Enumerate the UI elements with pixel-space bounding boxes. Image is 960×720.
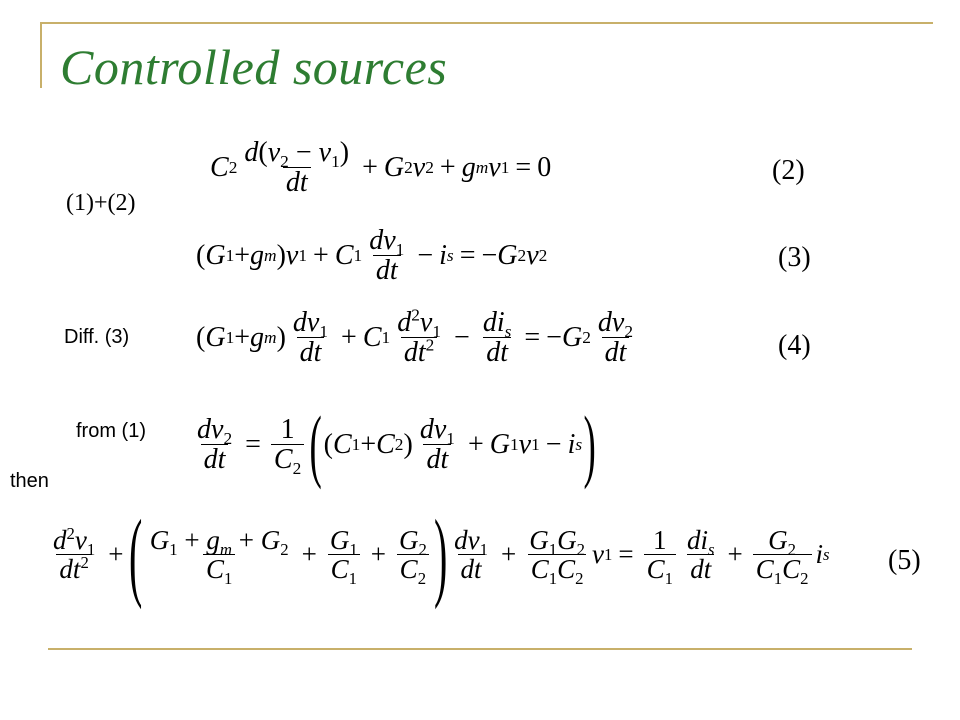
equation-number-5: (5) xyxy=(888,545,921,576)
equation-dv2-dt: $\frac{dv_2}{dt}$ = $\frac{1}{C_2}$ ( ( C 1 + C 2 ) $\frac{dv_1}{dt}$ + G 1 v 1 − i s ) xyxy=(197,399,596,490)
equation-number-2: (2) xyxy=(772,155,805,186)
frame-bottom-line xyxy=(48,648,912,650)
equation-3: ( G 1 + g m ) v 1 + C 1 $\frac{dv_1}{dt}$ − i s = − G 2 v 2 xyxy=(196,225,548,287)
equation-4: ( G 1 + g m ) $\frac{dv_1}{dt}$ + C 1 $\frac{d^2v_1}{dt^2}$ − $\frac{di_s}{dt}$ = − G 2 $\frac{dv_2}{dt}$ xyxy=(196,305,634,369)
frame-left-line xyxy=(40,22,42,88)
label-then: then xyxy=(10,470,49,492)
equation-5: $\frac{d^2v_1}{dt^2}$ + ( $\frac{G_1 + g_m + G_2}{C_1}$ + $\frac{G_1}{C_1}$ + $\frac{G_2}{C_2}$ ) $\frac{dv_1}{dt}$ + $\frac{G_1G_2}{C_1C_2}$ v 1 = $\frac{1}{C_1}$ $\frac{di_s}{dt}$ + $\frac{G_2}{C_1C_2}$ i s xyxy=(53,499,830,610)
label-from-1: from (1) xyxy=(76,420,146,442)
frame-top-line xyxy=(40,22,933,24)
label-diff-3: Diff. (3) xyxy=(64,326,130,348)
equation-number-3: (3) xyxy=(778,242,811,273)
slide-title: Controlled sources xyxy=(60,39,448,95)
equation-number-4: (4) xyxy=(778,330,811,361)
label-sum-1-2: (1)+(2) xyxy=(66,190,136,216)
equation-2: C 2 $\frac{d(v_2 - v_1)}{dt}$ + G 2 v 2 + g m v 1 = 0 xyxy=(210,137,552,199)
